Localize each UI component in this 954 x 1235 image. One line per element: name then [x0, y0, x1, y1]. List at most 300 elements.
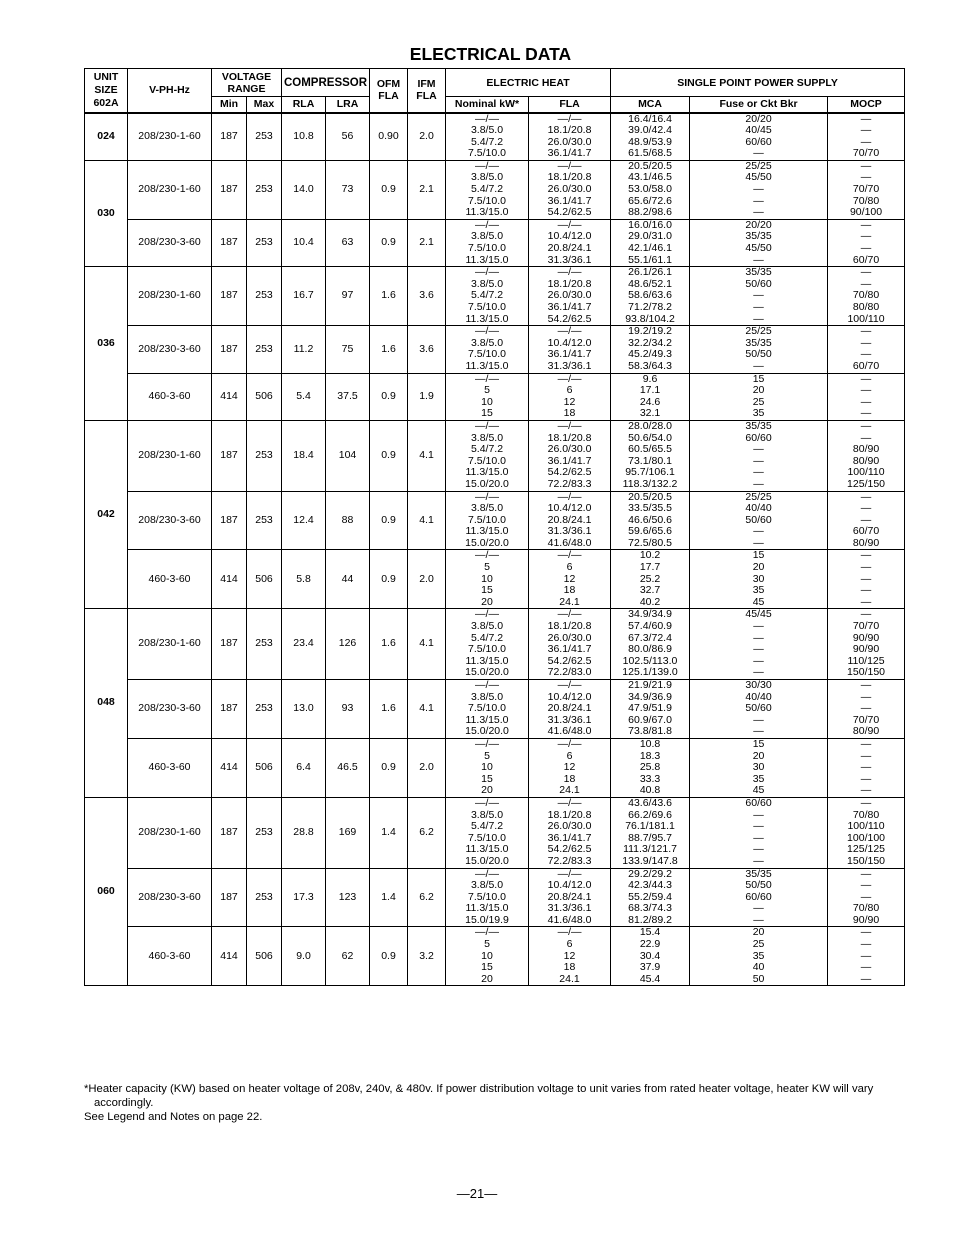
mocp-value: —	[860, 926, 872, 939]
mca-value: 66.2/69.6	[628, 808, 672, 821]
mocp-value: 100/100	[847, 831, 886, 844]
mca-cell	[611, 609, 690, 680]
mocp-cell	[828, 738, 905, 797]
mocp-value: 90/90	[852, 643, 880, 656]
fla-value: 31.3/36.1	[547, 253, 592, 266]
fla-value: 36.1/41.7	[547, 831, 592, 844]
kw-value: 11.3/15.0	[465, 206, 509, 219]
fuse-value: 50	[752, 972, 765, 985]
ofm-cell: 1.6	[370, 267, 408, 326]
header-mocp: MOCP	[828, 97, 905, 113]
fuse-value: —	[753, 654, 764, 667]
ofm-cell: 1.4	[370, 797, 408, 868]
mocp-value: —	[860, 372, 872, 385]
mocp-cell	[828, 868, 905, 927]
lra-cell: 37.5	[326, 373, 370, 420]
ofm-cell: 0.9	[370, 927, 408, 986]
mocp-value: 70/70	[852, 620, 880, 633]
mca-value: 73.1/80.1	[628, 454, 672, 467]
fla-value: 18	[563, 961, 576, 974]
mocp-value: —	[860, 761, 872, 774]
fuse-value: 45	[752, 784, 765, 797]
mca-value: 48.9/53.9	[628, 135, 672, 148]
fla-value: 54.2/62.5	[547, 654, 592, 667]
kw-value: 3.8/5.0	[470, 431, 504, 444]
mca-value: 61.5/68.5	[628, 147, 672, 160]
fla-cell	[529, 420, 611, 491]
fuse-value: 30	[752, 572, 765, 585]
kw-value: 20	[481, 784, 493, 797]
fuse-value: —	[753, 443, 764, 456]
fuse-cell	[690, 738, 828, 797]
vph-cell: 208/230-3-60	[128, 491, 212, 550]
fuse-value: 40/40	[745, 690, 772, 703]
ofm-cell: 0.9	[370, 491, 408, 550]
mocp-cell	[828, 550, 905, 609]
kw-value: 15	[481, 584, 493, 597]
fla-cell	[529, 738, 611, 797]
kw-cell	[446, 113, 529, 161]
ifm-cell: 4.1	[408, 491, 446, 550]
fuse-value: —	[753, 359, 764, 372]
rla-cell: 12.4	[282, 491, 326, 550]
mocp-value: —	[860, 561, 872, 574]
fuse-value: —	[753, 206, 764, 219]
fuse-value: 40/45	[745, 124, 772, 137]
footnote-heater-capacity: *Heater capacity (KW) based on heater voltage of 208v, 240v, & 480v. If power distribution voltage to unit varies from rated heater voltage, heater KW will vary accordingly.	[84, 1083, 874, 1109]
ofm-cell: 0.9	[370, 550, 408, 609]
unit-size-cell: 048	[85, 609, 128, 798]
fla-value: 24.1	[559, 595, 580, 608]
mocp-value: 70/80	[852, 289, 880, 302]
fuse-value: 50/60	[745, 702, 772, 715]
fuse-value: 30/30	[745, 679, 772, 691]
unit-size-cell: 024	[85, 113, 128, 161]
fla-cell	[529, 680, 611, 739]
fla-cell	[529, 797, 611, 868]
mocp-value: 70/80	[852, 194, 880, 207]
fla-value: —/—	[557, 737, 582, 750]
fla-value: 18	[563, 407, 576, 420]
header-lra: LRA	[326, 97, 370, 113]
table-row	[85, 113, 905, 161]
mocp-value: —	[860, 490, 872, 503]
mca-value: 10.8	[639, 737, 661, 750]
kw-cell	[446, 420, 529, 491]
fla-value: 24.1	[559, 784, 580, 797]
min-cell: 414	[212, 373, 247, 420]
fuse-cell	[690, 219, 828, 266]
fuse-value: 25	[752, 938, 765, 951]
rla-cell: 17.3	[282, 868, 326, 927]
ifm-cell: 2.0	[408, 113, 446, 161]
fuse-value: —	[753, 466, 764, 479]
kw-value: 3.8/5.0	[470, 124, 504, 137]
mocp-value: —	[860, 159, 872, 172]
mca-value: 48.6/52.1	[628, 277, 672, 290]
kw-value: —/—	[475, 372, 499, 385]
kw-value: 7.5/10.0	[468, 890, 506, 903]
kw-value: —/—	[475, 325, 499, 338]
fla-cell	[529, 326, 611, 373]
kw-value: 11.3/15.0	[465, 253, 509, 266]
mca-value: 57.4/60.9	[628, 620, 672, 633]
mocp-value: —	[860, 277, 872, 290]
mca-cell	[611, 326, 690, 373]
vph-cell: 460-3-60	[128, 738, 212, 797]
mca-value: 65.6/72.6	[628, 194, 672, 207]
mocp-value: 60/70	[852, 253, 880, 266]
rla-cell: 6.4	[282, 738, 326, 797]
ifm-cell: 4.1	[408, 420, 446, 491]
min-cell: 187	[212, 609, 247, 680]
min-cell: 187	[212, 326, 247, 373]
mocp-value: —	[860, 325, 872, 338]
fuse-value: 60/60	[745, 135, 772, 148]
lra-cell: 63	[326, 219, 370, 266]
fuse-value: —	[753, 713, 764, 726]
mca-value: 16.0/16.0	[628, 218, 672, 231]
fla-value: 54.2/62.5	[547, 843, 592, 856]
mca-value: 32.2/34.2	[628, 336, 672, 349]
mca-value: 16.4/16.4	[628, 112, 672, 125]
min-cell: 187	[212, 680, 247, 739]
fla-value: 12	[563, 572, 576, 585]
mocp-value: —	[860, 171, 872, 184]
kw-value: 10	[481, 572, 493, 585]
kw-value: 15.0/20.0	[465, 854, 509, 867]
fla-value: 6	[566, 561, 573, 574]
unit-size-cell: 042	[85, 420, 128, 609]
mca-value: 33.3	[639, 772, 661, 785]
mocp-value: 80/90	[852, 443, 880, 456]
mocp-value: 70/80	[852, 808, 880, 821]
mocp-cell	[828, 373, 905, 420]
mca-value: 58.6/63.6	[628, 289, 672, 302]
lra-cell: 73	[326, 160, 370, 219]
kw-value: 11.3/15.0	[465, 902, 509, 915]
mocp-cell	[828, 927, 905, 986]
rla-cell: 23.4	[282, 609, 326, 680]
kw-value: —/—	[475, 926, 499, 939]
fla-value: 18.1/20.8	[547, 124, 592, 137]
mca-value: 102.5/113.0	[622, 654, 678, 667]
mca-value: 20.5/20.5	[628, 159, 672, 172]
min-cell: 414	[212, 738, 247, 797]
mca-cell	[611, 927, 690, 986]
mocp-value: —	[860, 336, 872, 349]
fuse-cell	[690, 267, 828, 326]
fla-value: 10.4/12.0	[547, 879, 592, 892]
mocp-value: —	[860, 867, 872, 880]
rla-cell: 28.8	[282, 797, 326, 868]
fla-value: 26.0/30.0	[547, 631, 592, 644]
fuse-value: —	[753, 312, 764, 325]
unit-size-cell: 036	[85, 267, 128, 421]
mocp-value: 60/70	[852, 525, 880, 538]
lra-cell: 88	[326, 491, 370, 550]
electrical-data-table	[84, 68, 905, 986]
mocp-value: —	[860, 431, 872, 444]
mca-cell	[611, 160, 690, 219]
ofm-cell: 0.9	[370, 373, 408, 420]
kw-value: 15	[481, 772, 493, 785]
kw-cell	[446, 326, 529, 373]
kw-cell	[446, 738, 529, 797]
kw-value: —/—	[475, 608, 499, 621]
mca-value: 33.5/35.5	[628, 502, 672, 515]
kw-value: 10	[481, 395, 493, 408]
vph-cell: 208/230-3-60	[128, 326, 212, 373]
kw-value: —/—	[475, 419, 499, 432]
header-nominal-kw: Nominal kW*	[446, 97, 529, 113]
mca-value: 43.1/46.5	[628, 171, 672, 184]
table-row	[85, 219, 905, 266]
kw-value: 5.4/7.2	[470, 289, 504, 302]
mocp-value: 70/70	[852, 147, 880, 160]
kw-value: 11.3/15.0	[465, 312, 509, 325]
ofm-cell: 0.9	[370, 738, 408, 797]
fla-value: 26.0/30.0	[547, 135, 592, 148]
kw-cell	[446, 609, 529, 680]
mocp-value: —	[860, 218, 872, 231]
mca-value: 43.6/43.6	[628, 796, 672, 809]
fla-value: —/—	[557, 608, 582, 621]
fuse-value: 50/60	[745, 277, 772, 290]
vph-cell: 460-3-60	[128, 927, 212, 986]
min-cell: 187	[212, 491, 247, 550]
fuse-value: 45	[752, 595, 765, 608]
mca-value: 60.9/67.0	[628, 713, 672, 726]
rla-cell: 5.8	[282, 550, 326, 609]
fuse-value: 45/50	[745, 171, 772, 184]
mca-value: 60.5/65.5	[628, 443, 672, 456]
fla-value: 18.1/20.8	[547, 808, 592, 821]
ofm-cell: 1.6	[370, 609, 408, 680]
fla-value: 10.4/12.0	[547, 502, 592, 515]
fla-value: 18.1/20.8	[547, 431, 592, 444]
fla-value: —/—	[557, 419, 582, 432]
rla-cell: 18.4	[282, 420, 326, 491]
mca-value: 42.3/44.3	[628, 879, 672, 892]
mca-value: 118.3/132.2	[622, 477, 678, 490]
ifm-cell: 2.1	[408, 219, 446, 266]
lra-cell: 169	[326, 797, 370, 868]
fuse-cell	[690, 609, 828, 680]
mca-value: 72.5/80.5	[628, 536, 672, 549]
mca-value: 47.9/51.9	[628, 702, 672, 715]
fuse-value: 25	[752, 395, 765, 408]
kw-value: 7.5/10.0	[468, 454, 506, 467]
mca-value: 30.4	[639, 949, 661, 962]
fuse-value: —	[753, 643, 764, 656]
lra-cell: 44	[326, 550, 370, 609]
fuse-value: —	[753, 631, 764, 644]
kw-value: —/—	[475, 112, 499, 125]
fla-value: —/—	[557, 867, 582, 880]
mocp-value: 80/90	[852, 454, 880, 467]
rla-cell: 9.0	[282, 927, 326, 986]
vph-cell: 208/230-1-60	[128, 267, 212, 326]
mca-value: 76.1/181.1	[625, 820, 675, 833]
kw-cell	[446, 160, 529, 219]
mocp-value: 80/90	[852, 725, 880, 738]
rla-cell: 16.7	[282, 267, 326, 326]
fuse-cell	[690, 680, 828, 739]
mca-value: 73.8/81.8	[628, 725, 672, 738]
max-cell: 253	[247, 420, 282, 491]
max-cell: 253	[247, 326, 282, 373]
kw-value: 10	[481, 761, 493, 774]
kw-cell	[446, 219, 529, 266]
ifm-cell: 3.6	[408, 267, 446, 326]
fla-value: 18	[563, 772, 576, 785]
kw-value: 11.3/15.0	[465, 466, 509, 479]
max-cell: 253	[247, 491, 282, 550]
mocp-value: —	[860, 879, 872, 892]
kw-value: 5	[484, 561, 490, 574]
kw-value: —/—	[475, 549, 499, 562]
fla-value: 31.3/36.1	[547, 713, 592, 726]
fuse-value: —	[753, 477, 764, 490]
mca-value: 20.5/20.5	[628, 490, 672, 503]
vph-cell: 208/230-1-60	[128, 160, 212, 219]
ofm-cell: 0.9	[370, 420, 408, 491]
fuse-value: 45/50	[745, 242, 772, 255]
mca-cell	[611, 219, 690, 266]
mocp-cell	[828, 609, 905, 680]
mca-value: 55.2/59.4	[628, 890, 672, 903]
fla-value: 26.0/30.0	[547, 443, 592, 456]
mocp-value: 150/150	[847, 666, 886, 679]
mocp-value: 70/80	[852, 902, 880, 915]
fuse-value: 45/45	[745, 608, 772, 621]
kw-value: 5	[484, 938, 490, 951]
max-cell: 253	[247, 609, 282, 680]
kw-value: 3.8/5.0	[470, 808, 504, 821]
kw-value: —/—	[475, 159, 499, 172]
mca-value: 93.8/104.2	[625, 312, 675, 325]
header-ifm-fla: IFM FLA	[408, 69, 446, 113]
max-cell: 253	[247, 680, 282, 739]
fla-value: 36.1/41.7	[547, 643, 592, 656]
kw-value: 7.5/10.0	[468, 831, 506, 844]
min-cell: 187	[212, 219, 247, 266]
fuse-value: 20/20	[745, 112, 772, 125]
header-electric-heat: ELECTRIC HEAT	[446, 69, 611, 97]
mocp-cell	[828, 797, 905, 868]
vph-cell: 460-3-60	[128, 373, 212, 420]
header-fuse-or-ckt-bkr: Fuse or Ckt Bkr	[690, 97, 828, 113]
mca-value: 18.3	[639, 749, 661, 762]
kw-value: 15.0/20.0	[465, 536, 509, 549]
fuse-value: 20	[752, 384, 765, 397]
fla-value: 54.2/62.5	[547, 206, 592, 219]
kw-value: 5.4/7.2	[470, 820, 504, 833]
mca-value: 111.3/121.7	[623, 843, 677, 856]
table-body	[85, 113, 905, 986]
mca-value: 53.0/58.0	[628, 183, 672, 196]
max-cell: 506	[247, 550, 282, 609]
kw-value: 11.3/15.0	[465, 713, 509, 726]
rla-cell: 14.0	[282, 160, 326, 219]
fla-value: 18.1/20.8	[547, 277, 592, 290]
kw-cell	[446, 550, 529, 609]
fla-value: 20.8/24.1	[547, 513, 592, 526]
header-voltage-range: VOLTAGE RANGE	[212, 69, 282, 97]
fla-value: —/—	[557, 266, 582, 279]
lra-cell: 126	[326, 609, 370, 680]
unit-size-cell: 060	[85, 797, 128, 986]
kw-value: 7.5/10.0	[468, 643, 506, 656]
ofm-cell: 1.6	[370, 680, 408, 739]
mca-value: 88.2/98.6	[628, 206, 672, 219]
mca-value: 25.2	[639, 572, 661, 585]
ifm-cell: 1.9	[408, 373, 446, 420]
mca-cell	[611, 738, 690, 797]
fla-value: 41.6/48.0	[547, 913, 592, 926]
mocp-value: —	[860, 702, 872, 715]
table-row	[85, 267, 905, 326]
kw-cell	[446, 491, 529, 550]
ofm-cell: 0.9	[370, 219, 408, 266]
kw-value: 11.3/15.0	[465, 843, 509, 856]
mocp-value: 150/150	[847, 854, 886, 867]
fuse-cell	[690, 868, 828, 927]
fuse-value: —	[753, 194, 764, 207]
min-cell: 187	[212, 267, 247, 326]
fla-value: —/—	[557, 490, 582, 503]
kw-value: 5.4/7.2	[470, 183, 504, 196]
mca-value: 55.1/61.1	[628, 253, 672, 266]
max-cell: 253	[247, 797, 282, 868]
mocp-value: —	[860, 384, 872, 397]
kw-value: 7.5/10.0	[468, 147, 506, 160]
mca-cell	[611, 267, 690, 326]
max-cell: 506	[247, 373, 282, 420]
mocp-value: —	[860, 890, 872, 903]
mca-value: 22.9	[639, 938, 661, 951]
fuse-value: 25/25	[745, 490, 772, 503]
mca-cell	[611, 420, 690, 491]
fuse-value: —	[753, 808, 764, 821]
rla-cell: 13.0	[282, 680, 326, 739]
vph-cell: 208/230-1-60	[128, 113, 212, 161]
mca-value: 46.6/50.6	[628, 513, 672, 526]
fla-value: 31.3/36.1	[547, 902, 592, 915]
fuse-value: —	[753, 536, 764, 549]
fla-value: —/—	[557, 325, 582, 338]
kw-value: 10	[481, 949, 493, 962]
mca-value: 24.6	[639, 395, 661, 408]
lra-cell: 56	[326, 113, 370, 161]
mca-cell	[611, 113, 690, 161]
mocp-value: 80/90	[852, 536, 880, 549]
header-vph: V-PH-Hz	[128, 69, 212, 113]
fla-value: 31.3/36.1	[547, 359, 592, 372]
min-cell: 187	[212, 420, 247, 491]
mocp-cell	[828, 219, 905, 266]
fla-cell	[529, 267, 611, 326]
mocp-value: —	[860, 595, 872, 608]
mca-value: 133.9/147.8	[622, 854, 678, 867]
fuse-value: —	[753, 902, 764, 915]
mca-value: 125.1/139.0	[622, 666, 678, 679]
fla-value: 26.0/30.0	[547, 183, 592, 196]
kw-value: 5	[484, 749, 490, 762]
kw-value: 7.5/10.0	[468, 242, 506, 255]
fla-value: 18.1/20.8	[547, 171, 592, 184]
